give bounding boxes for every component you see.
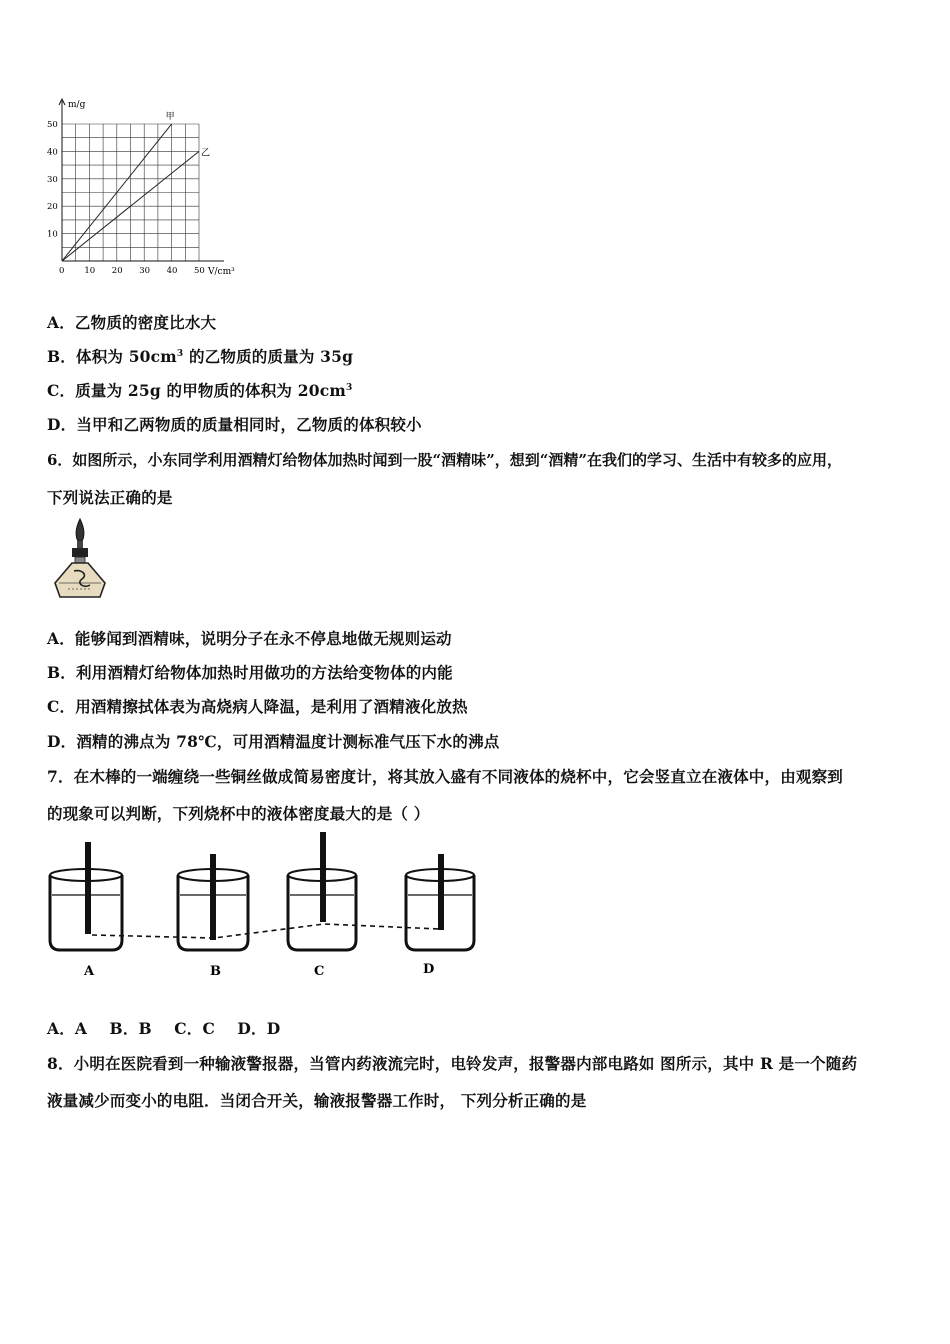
x-tick-label: 20 (111, 266, 123, 276)
q6-option-a: A．能够闻到酒精味，说明分子在永不停息地做无规则运动 (47, 629, 452, 648)
series-label: 乙 (201, 148, 211, 159)
beakers-figure (40, 830, 490, 980)
beaker-label-b: B (210, 964, 221, 979)
alcohol-lamp-figure (50, 515, 110, 605)
y-tick-label: 40 (47, 147, 58, 158)
beaker-a (50, 842, 122, 950)
dashed-level-line (92, 924, 440, 938)
y-axis-label: m/g (68, 100, 86, 110)
x-tick-label: 50 (194, 266, 205, 276)
y-tick-label: 30 (47, 174, 58, 185)
q5-option-b: B．体积为 $50cm^3$ 的乙物质的质量为 35g (47, 347, 354, 366)
q7-options: A．A B．B C．C D．D (47, 1019, 281, 1038)
q6-option-c: C．用酒精擦拭体表为高烧病人降温，是利用了酒精液化放热 (47, 697, 468, 716)
q8-stem-line1: 8．小明在医院看到一种输液警报器，当管内药液流完时，电铃发声，报警器内部电路如 图所示，其中 R 是一个随药 (47, 1054, 858, 1073)
y-tick-label: 50 (47, 120, 58, 130)
x-tick-label: 10 (84, 266, 96, 276)
q6-stem-line1: 6．如图所示，小东同学利用酒精灯给物体加热时闻到一股“酒精味”，想到“酒精”在我们的学习、生活中有较多的应用， (47, 451, 842, 469)
q8-stem-line2: 液量减少而变小的电阻．当闭合开关，输液报警器工作时， 下列分析正确的是 (47, 1091, 587, 1110)
beaker-label-c: C (314, 964, 325, 979)
beaker-label-a: A (84, 964, 95, 979)
beaker-c (288, 832, 356, 950)
x-tick-label: 30 (139, 266, 151, 276)
x-axis-label: V/cm³ (208, 267, 235, 277)
series-label: 甲 (165, 112, 175, 122)
y-tick-label: 20 (47, 202, 58, 213)
q6-option-d: D．酒精的沸点为 78℃，可用酒精温度计测标准气压下水的沸点 (47, 732, 500, 751)
q7-stem-line1: 7．在木棒的一端缠绕一些铜丝做成简易密度计，将其放入盛有不同液体的烧杯中，它会竖直立在液体中，由观察到 (47, 767, 843, 786)
beaker-label-d: D (423, 962, 435, 977)
x-tick-label: 40 (166, 266, 178, 276)
y-tick-label: 10 (47, 229, 58, 240)
q6-option-b: B．利用酒精灯给物体加热时用做功的方法给变物体的内能 (47, 663, 453, 682)
q5-option-d: D．当甲和乙两物质的质量相同时，乙物质的体积较小 (47, 415, 422, 434)
q5-option-a: A．乙物质的密度比水大 (47, 313, 217, 332)
q7-stem-line2: 的现象可以判断，下列烧杯中的液体密度最大的是（ ） (47, 804, 430, 823)
q6-stem-line2: 下列说法正确的是 (47, 488, 173, 507)
x-tick-label: 0 (59, 266, 65, 276)
mass-volume-chart (40, 95, 270, 280)
beaker-d (406, 854, 474, 950)
q5-option-c: C．质量为 25g 的甲物质的体积为 $20cm^3$ (47, 381, 353, 400)
